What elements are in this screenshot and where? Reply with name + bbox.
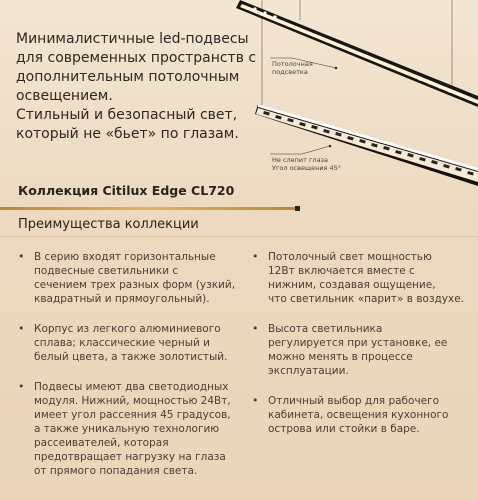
callout-line-glare (270, 146, 330, 154)
bullet-icon: • (18, 322, 25, 335)
benefit-item: • Высота светильника регулируется при установке, ее можно менять в процессе эксплуатации. (252, 322, 448, 377)
upper-led-strip (240, 4, 478, 104)
benefits-column-right (252, 250, 467, 452)
hero-line: Стильный и безопасный свет, (16, 107, 238, 123)
bullet-icon: • (18, 250, 25, 263)
bullet-icon: • (18, 380, 25, 393)
hero-line: Минималистичные led-подвесы (16, 31, 249, 47)
hero-line: который не «бьет» по глазам. (16, 126, 239, 142)
benefits-column-left (18, 250, 236, 494)
hero-line: дополнительным потолочным (16, 69, 240, 85)
benefit-item: • Потолочный свет мощностью 12Вт включается вместе с нижним, создавая ощущение, что светильник «парит» в воздухе. (252, 250, 465, 305)
benefits-heading: Преимущества коллекции (18, 217, 199, 232)
benefit-item: • Подвесы имеют два светодиодных модуля. Нижний, мощностью 24Вт, имеет угол рассеяния 45 градусов, а также уникальную технологию рассеивателей, которая предотвращает нагрузку на глаза от прямого попадания света. (18, 380, 231, 477)
hero-line: освещением. (16, 88, 113, 104)
bullet-icon: • (252, 394, 259, 407)
collection-title: Коллекция Citilux Edge CL720 (18, 183, 235, 198)
hero-description (16, 30, 266, 144)
hero-line: для современных пространств с (16, 50, 257, 66)
benefit-item: • В серию входят горизонтальные подвесные светильники с сечением трех разных форм (узкий, квадратный и прямоугольный). (18, 250, 236, 305)
bullet-icon: • (252, 322, 259, 335)
benefit-item: • Отличный выбор для рабочего кабинета, освещения кухонного острова или стойки в баре. (252, 394, 449, 435)
callout-ceiling: Потолочная подсветка (272, 60, 313, 76)
bullet-icon: • (252, 250, 259, 263)
section-divider (0, 236, 478, 237)
gold-divider (0, 207, 296, 210)
callout-glare: Не слепит глаза Угол освещения 45° (272, 156, 342, 172)
benefit-item: • Корпус из легкого алюминиевого сплава; классические черный и белый цвета, а также золотистый. (18, 322, 228, 363)
